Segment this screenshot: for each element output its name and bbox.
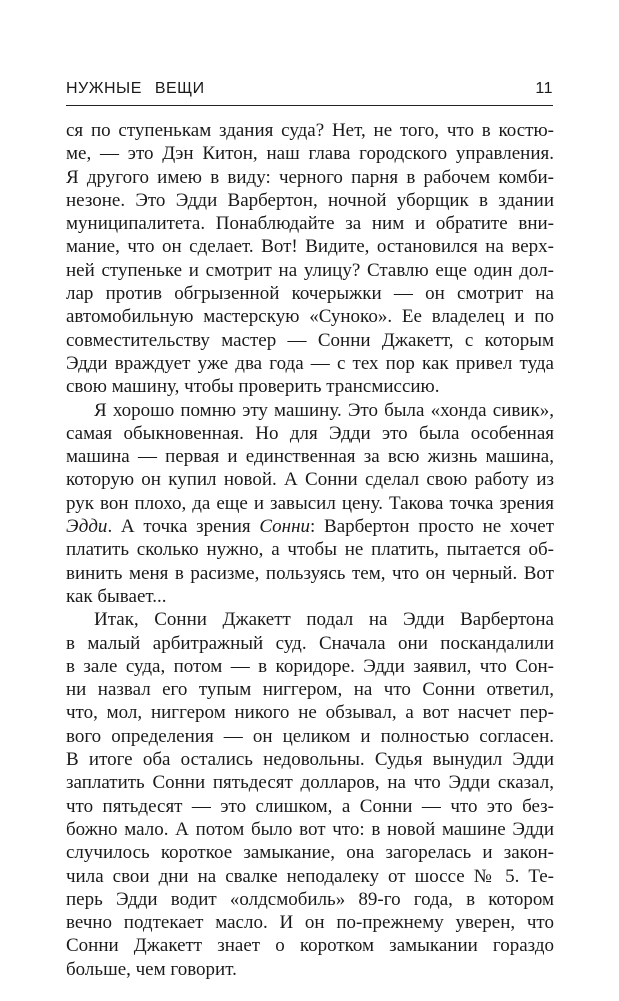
text-line: больше, чем говорит. bbox=[66, 958, 237, 980]
text-line: в малый арбитражный суд. Сначала они поскандалили bbox=[66, 632, 554, 654]
text-line: лар против обгрызенной кочерыжки — он смотрит на bbox=[66, 283, 554, 305]
text-line: Я хорошо помню эту машину. Это была «хонда сивик», bbox=[94, 399, 554, 421]
text-line: Эдди. А точка зрения Сонни: Варбертон просто не хочет bbox=[66, 516, 554, 538]
text-line: мание, что он сделает. Вот! Видите, остановился на верх- bbox=[66, 236, 554, 258]
text-line: перь Эдди водит «олдсмобиль» 89-го года, в котором bbox=[66, 888, 554, 910]
text-line: чила свои дни на свалке неподалеку от шоссе № 5. Те- bbox=[66, 865, 554, 887]
text-line: Я другого имею в виду: черного парня в рабочем комби- bbox=[66, 166, 554, 188]
text-line: что пятьдесят — это слишком, а Сонни — что это без- bbox=[66, 795, 554, 817]
text-line: ней ступеньке и смотрит на улицу? Ставлю еще один дол- bbox=[66, 259, 554, 281]
text-line: В итоге оба остались недовольны. Судья вынудил Эдди bbox=[66, 749, 554, 771]
running-header bbox=[66, 80, 553, 106]
text-line: Эдди враждует уже два года — с тех пор как привел туда bbox=[66, 352, 554, 374]
page-number: 11 bbox=[535, 80, 553, 97]
text-line: совместительству мастер — Сонни Джакетт, с которым bbox=[66, 329, 554, 351]
text-line: машина — первая и единственная за всю жизнь машина, bbox=[66, 446, 554, 468]
text-line: незоне. Это Эдди Варбертон, ночной уборщик в здании bbox=[66, 189, 554, 211]
paragraph bbox=[66, 119, 554, 399]
text-line: автомобильную мастерскую «Суноко». Ее владелец и по bbox=[66, 306, 554, 328]
text-line: вого определения — он целиком и полностью согласен. bbox=[66, 725, 554, 747]
text-line: которую он купил новой. А Сонни сделал свою работу из bbox=[66, 469, 554, 491]
text-line: ни назвал его тупым ниггером, на что Сонни ответил, bbox=[66, 679, 554, 701]
text-line: как бывает... bbox=[66, 585, 167, 607]
text-line: платить сколько нужно, а чтобы не платить, пытается об- bbox=[66, 539, 554, 561]
text-line: муниципалитета. Понаблюдайте за ним и обратите вни- bbox=[66, 213, 554, 235]
text-line: вечно подтекает масло. И он по-прежнему уверен, что bbox=[66, 912, 554, 934]
paragraph bbox=[66, 608, 554, 981]
body-text bbox=[66, 119, 554, 981]
text-line: заплатить Сонни пятьдесят долларов, на что Эдди сказал, bbox=[66, 772, 554, 794]
text-line: случилось короткое замыкание, она загорелась и закон- bbox=[66, 842, 554, 864]
text-line: самая обыкновенная. Но для Эдди это была особенная bbox=[66, 422, 554, 444]
text-line: винить меня в расизме, пользуясь тем, что он черный. Вот bbox=[66, 562, 554, 584]
text-line: свою машину, чтобы проверить трансмиссию. bbox=[66, 376, 440, 398]
paragraph bbox=[66, 399, 554, 609]
text-line: что, мол, ниггером никого не обзывал, а вот насчет пер- bbox=[66, 702, 554, 724]
running-title: НУЖНЫЕ ВЕЩИ bbox=[66, 80, 205, 97]
text-line: ся по ступенькам здания суда? Нет, не того, что в костю- bbox=[66, 120, 554, 141]
text-line: рук вон плохо, да еще и завысил цену. Такова точка зрения bbox=[66, 492, 554, 514]
text-line: Итак, Сонни Джакетт подал на Эдди Варбертона bbox=[94, 609, 554, 631]
text-line: Сонни Джакетт знает о коротком замыкании гораздо bbox=[66, 935, 554, 957]
text-line: божно мало. А потом было вот что: в новой машине Эдди bbox=[66, 818, 554, 840]
text-line: ме, — это Дэн Китон, наш глава городского управления. bbox=[66, 143, 554, 165]
text-line: в зале суда, потом — в коридоре. Эдди заявил, что Сон- bbox=[66, 655, 554, 677]
